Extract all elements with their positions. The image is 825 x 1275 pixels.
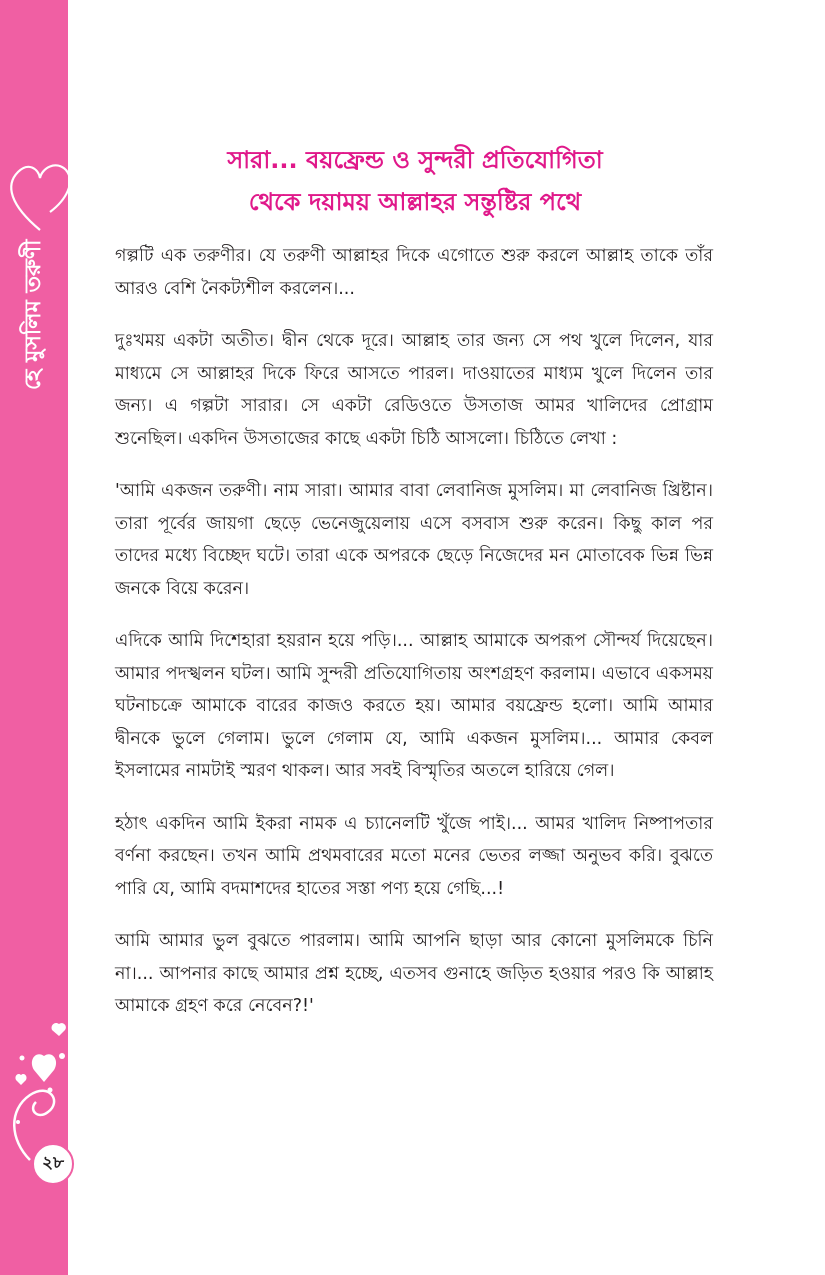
article-heading-line1: সারা... বয়ফ্রেন্ড ও সুন্দরী প্রতিযোগিতা	[227, 146, 603, 174]
paragraph: গল্পটি এক তরুণীর। যে তরুণী আল্লাহর দিকে এগোতে শুরু করলে আল্লাহ তাকে তাঁর আরও বেশি নৈকট্যশীল করলেন।...	[115, 246, 713, 299]
paragraph: 'আমি একজন তরুণী। নাম সারা। আমার বাবা লেবানিজ মুসলিম। মা লেবানিজ খ্রিষ্টান। তারা পূর্বের জায়গা ছেড়ে ভেনেজুয়েলায় এসে বসবাস শুরু করেন। কিছু কাল পর তাদের মধ্যে বিচ্ছেদ ঘটে। তারা একে অপরকে ছেড়ে নিজেদের মন মোতাবেক ভিন্ন ভিন্ন জনকে বিয়ে করেন।	[115, 481, 713, 599]
book-title: হে মুসলিম তরুণী	[21, 239, 46, 391]
floral-swirl-icon	[0, 1010, 80, 1160]
article-body	[115, 240, 713, 1043]
article-heading-line2: থেকে দয়াময় আল্লাহর সন্তুষ্টির পথে	[248, 188, 582, 216]
paragraph: দুঃখময় একটা অতীত। দ্বীন থেকে দূরে। আল্লাহ তার জন্য সে পথ খুলে দিলেন, যার মাধ্যমে সে আল্লাহর দিকে ফিরে আসতে পারল। দাওয়াতের মাধ্যম খুলে দিলেন তার জন্য। এ গল্পটা সারার। সে একটা রেডিওতে উসতাজ আমর খালিদের প্রোগ্রাম শুনেছিল। একদিন উসতাজের কাছে একটা চিঠি আসলো। চিঠিতে লেখা :	[115, 331, 713, 449]
paragraph: এদিকে আমি দিশেহারা হয়রান হয়ে পড়ি।... আল্লাহ আমাকে অপরূপ সৌন্দর্য দিয়েছেন। আমার পদস্খলন ঘটল। আমি সুন্দরী প্রতিযোগিতায় অংশগ্রহণ করলাম। এভাবে একসময় ঘটনাচক্রে আমাকে বারের কাজও করতে হয়। আমার বয়ফ্রেন্ড হলো। আমি আমার দ্বীনকে ভুলে গেলাম। ভুলে গেলাম যে, আমি একজন মুসলিম।... আমার কেবল ইসলামের নামটাই স্মরণ থাকল। আর সবই বিস্মৃতির অতলে হারিয়ে গেল।	[115, 631, 713, 781]
sidebar	[0, 0, 68, 1275]
page-number-badge	[32, 1143, 74, 1185]
page-number: ২৮	[41, 1153, 65, 1173]
paragraph: হঠাৎ একদিন আমি ইকরা নামক এ চ্যানেলটি খুঁজে পাই।... আমর খালিদ নিষ্পাপতার বর্ণনা করছেন। তখন আমি প্রথমবারের মতো মনের ভেতর লজ্জা অনুভব করি। বুঝতে পারি যে, আমি বদমাশদের হাতের সস্তা পণ্য হয়ে গেছি...!	[115, 813, 713, 899]
paragraph: আমি আমার ভুল বুঝতে পারলাম। আমি আপনি ছাড়া আর কোনো মুসলিমকে চিনি না।... আপনার কাছে আমার প্রশ্ন হচ্ছে, এতসব গুনাহে জড়িত হওয়ার পরও কি আল্লাহ আমাকে গ্রহণ করে নেবেন?!'	[115, 931, 713, 1016]
